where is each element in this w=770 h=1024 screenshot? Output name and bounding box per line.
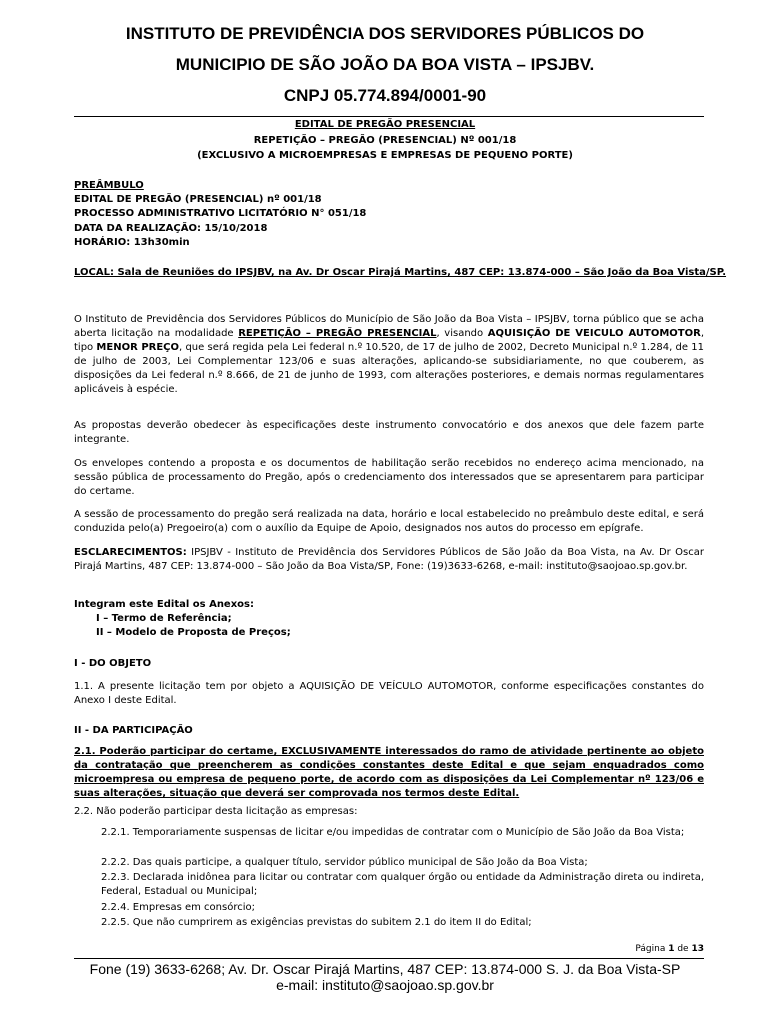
anexo-item-2: II – Modelo de Proposta de Preços; [96,627,291,638]
section-participacao-heading: II - DA PARTICIPAÇÃO [74,725,193,736]
clause-2-2-1: 2.2.1. Temporariamente suspensas de licitar e/ou impedidas de contratar com o Município de São João da Boa Vista; [101,827,685,838]
page-of: de [674,944,692,954]
clause-2-2: 2.2. Não poderão participar desta licitação as empresas: [74,806,358,817]
esclarecimentos-label: ESCLARECIMENTOS: [74,547,187,558]
page-current: 1 [668,944,675,954]
preambulo-local: LOCAL: Sala de Reuniões do IPSJBV, na Av. Dr Oscar Pirajá Martins, 487 CEP: 13.874-000 – São João da Boa Vista/SP. [74,267,727,278]
clause-2-2-3: 2.2.3. Declarada inidônea para licitar ou contratar com qualquer órgão ou entidade da Administração direta ou indireta, Federal, Estadual ou Municipal; [101,872,704,897]
sessao-paragraph: A sessão de processamento do pregão será realizada na data, horário e local estabelecido no preâmbulo deste edital, e será conduzida pelo(a) Pregoeiro(a) com o auxílio da Equipe de Apoio, designados nos autos do processo em epígrafe. [74,509,704,534]
preambulo-horario: HORÁRIO: 13h30min [74,237,190,248]
edital-title: EDITAL DE PREGÃO PRESENCIAL [294,119,476,130]
intro-text-g: , que será regida pela Lei federal n.º 10.520, de 17 de julho de 2002, Decreto Municipal n.º 1.284, de 11 de julho de 2003, Lei Complementar 123/06 e suas alterações, aplicando-se subsidiariamente, no que couberem, as disposições da Lei federal n.º 8.666, de 21 de junho de 1993, com alterações posteriores, e demais normas regulamentares aplicáveis à espécie. [74,342,705,395]
preambulo-edital: EDITAL DE PREGÃO (PRESENCIAL) nº 001/18 [74,194,322,205]
municipality-title: MUNICIPIO DE SÃO JOÃO DA BOA VISTA – IPSJBV. [175,55,595,74]
esclarecimentos-paragraph [74,546,704,574]
propostas-paragraph: As propostas deverão obedecer às especificações deste instrumento convocatório e dos anexos que dele fazem parte integrante. [74,420,704,445]
clause-2-2-4: 2.2.4. Empresas em consórcio; [101,902,255,913]
anexo-item-1: I – Termo de Referência; [96,613,232,624]
edital-exclusive: (EXCLUSIVO A MICROEMPRESAS E EMPRESAS DE PEQUENO PORTE) [197,150,573,161]
header-divider [74,116,704,117]
intro-text-a: O Instituto de Previdência dos Servidores Públicos do Município de São João da Boa Vista – IPSJBV, torna público que se acha aberta licitação na modalidade [74,314,704,339]
intro-paragraph [74,313,704,397]
preambulo-processo: PROCESSO ADMINISTRATIVO LICITATÓRIO N° 051/18 [74,208,367,219]
footer-divider [74,958,704,959]
intro-text-c: , visando [436,328,488,339]
clause-2-2-5: 2.2.5. Que não cumprirem as exigências previstas do subitem 2.1 do item II do Edital; [101,917,532,928]
institute-title: INSTITUTO DE PREVIDÊNCIA DOS SERVIDORES PÚBLICOS DO [125,24,645,43]
anexos-heading: Integram este Edital os Anexos: [74,599,254,610]
esclarecimentos-text: IPSJBV - Instituto de Previdência dos Servidores Públicos de São João da Boa Vista, na Av. Dr Oscar Pirajá Martins, 487 CEP: 13.874-000 – São João da Boa Vista/SP, Fone: (19)3633-6268, e-mail: instituto@saojoao.sp.gov.br. [74,547,704,572]
preambulo-data: DATA DA REALIZAÇÃO: 15/10/2018 [74,223,268,234]
section-objeto-text: 1.1. A presente licitação tem por objeto a AQUISIÇÃO DE VEÍCULO AUTOMOTOR, conforme especificações constantes do Anexo I deste Edital. [74,681,704,706]
section-objeto-heading: I - DO OBJETO [74,658,152,669]
clause-2-1: 2.1. Poderão participar do certame, EXCLUSIVAMENTE interessados do ramo de atividade pertinente ao objeto da contratação que preencherem as condições constantes deste Edital e que sejam enquadrados como microempresa ou empresa de pequeno porte, de acordo com as disposições da Lei Complementar nº 123/06 e suas alterações, situação que deverá ser comprovada nos termos deste Edital. [74,746,704,799]
intro-modalidade: REPETIÇÃO – PREGÃO PRESENCIAL [238,328,437,339]
footer-contact: Fone (19) 3633-6268; Av. Dr. Oscar Pirajá Martins, 487 CEP: 13.874-000 S. J. da Boa Vista-SP [89,961,681,977]
envelopes-paragraph: Os envelopes contendo a proposta e os documentos de habilitação serão recebidos no endereço acima mencionado, na sessão pública de processamento do Pregão, após o credenciamento dos interessados que se apresentarem para participar do certame. [74,458,704,497]
page-number [600,944,704,954]
preambulo-heading: PREÂMBULO [74,180,144,191]
page-label: Página [635,944,669,954]
edital-subtitle: REPETIÇÃO – PREGÃO (PRESENCIAL) Nº 001/18 [253,135,517,146]
page-total: 13 [691,944,704,954]
intro-text-e: , tipo [74,328,705,353]
footer-email: e-mail: instituto@saojoao.sp.gov.br [276,977,494,993]
intro-tipo: MENOR PREÇO [96,342,180,353]
intro-objeto: AQUISIÇÃO DE VEICULO AUTOMOTOR [487,328,701,339]
clause-2-2-2: 2.2.2. Das quais participe, a qualquer título, servidor público municipal de São João da Boa Vista; [101,857,588,868]
cnpj-title: CNPJ 05.774.894/0001-90 [283,86,487,105]
